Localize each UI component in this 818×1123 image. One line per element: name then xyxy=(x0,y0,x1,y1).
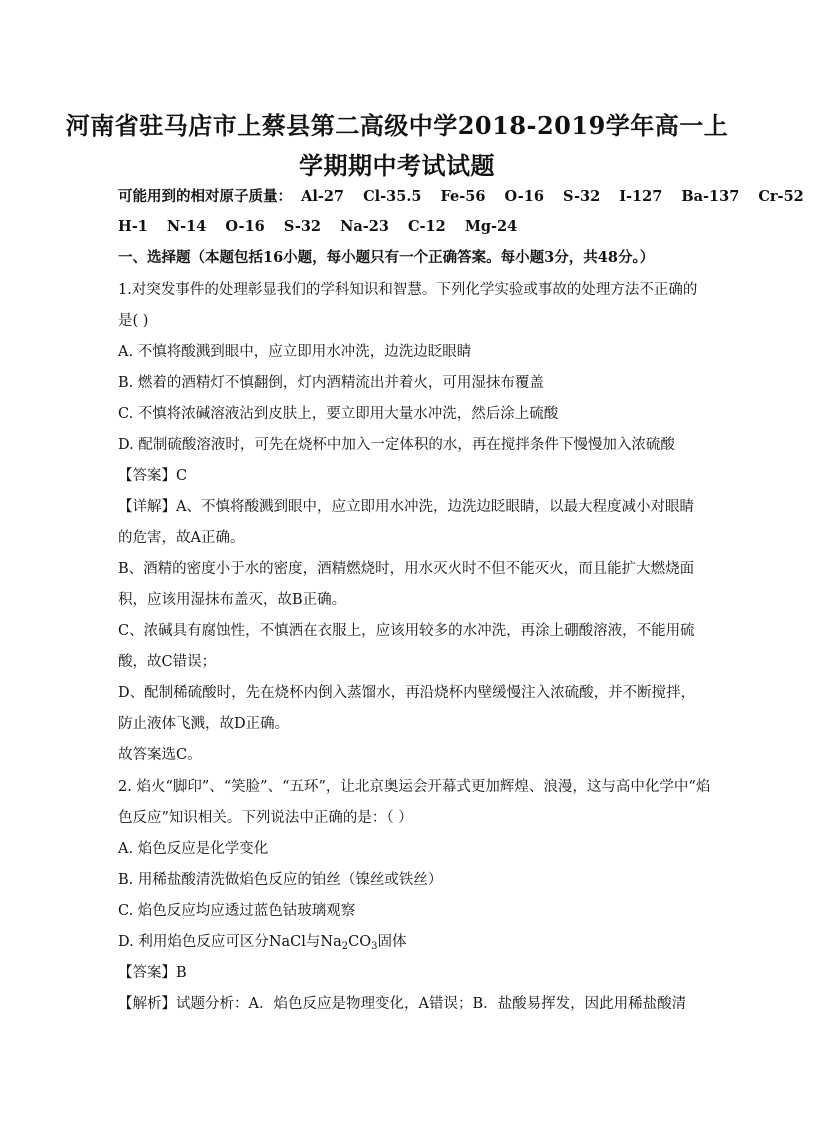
q1-explain-line: D、配制稀硫酸时，先在烧杯内倒入蒸馏水，再沿烧杯内壁缓慢注入浓硫酸，并不断搅拌， xyxy=(118,685,696,701)
q2-option-d xyxy=(118,932,683,957)
atomic-mass-item: C-12 xyxy=(408,218,446,235)
q2-stem-line1: 2. 焰火“脚印”、“笑脸”、“五环”，让北京奥运会开幕式更加辉煌、浪漫，这与高中化学中“焰 xyxy=(118,779,711,795)
atomic-mass-row1 xyxy=(118,187,804,207)
atomic-mass-item: N-14 xyxy=(166,218,207,235)
formula-subscript: 3 xyxy=(371,941,378,952)
q2-option-b: B. 用稀盐酸清洗做焰色反应的铂丝（镍丝或铁丝） xyxy=(118,872,443,888)
q1-explain-line: 的危害，故A正确。 xyxy=(118,530,245,546)
atomic-mass-item: S-32 xyxy=(562,188,601,205)
atomic-mass-item: O-16 xyxy=(225,218,265,235)
atomic-mass-label: 可能用到的相对原子质量： xyxy=(118,188,292,205)
q1-explain-line: 【详解】A、不慎将酸溅到眼中，应立即用水冲洗，边洗边眨眼睛，以最大程度减小对眼睛 xyxy=(118,499,694,515)
q1-explain-line: C、浓碱具有腐蚀性，不慎洒在衣服上，应该用较多的水冲洗，再涂上硼酸溶液，不能用硫 xyxy=(118,623,695,639)
atomic-mass-item: Mg-24 xyxy=(464,218,518,235)
q1-explain-line: 故答案选C。 xyxy=(118,747,202,763)
atomic-mass-item: Ba-137 xyxy=(681,188,740,205)
q1-stem-line2: 是( ) xyxy=(118,313,149,329)
q2-analysis-line: 【解析】试题分析：A．焰色反应是物理变化，A错误；B．盐酸易挥发，因此用稀盐酸清 xyxy=(118,996,687,1012)
q1-explain-line: 防止液体飞溅，故D正确。 xyxy=(118,716,290,732)
document-title-line2: 学期期中考试试题 xyxy=(299,151,495,180)
q2-option-d-formula: CO xyxy=(348,934,372,950)
q2-option-a: A. 焰色反应是化学变化 xyxy=(118,841,269,857)
atomic-mass-item: Fe-56 xyxy=(440,188,486,205)
atomic-mass-item: Na-23 xyxy=(340,218,389,235)
q1-option-c: C. 不慎将浓碱溶液沾到皮肤上，要立即用大量水冲洗，然后涂上硫酸 xyxy=(118,406,559,422)
q1-option-a: A. 不慎将酸溅到眼中，应立即用水冲洗，边洗边眨眼睛 xyxy=(118,344,472,360)
atomic-mass-item: I-127 xyxy=(619,188,663,205)
q2-stem-line2: 色反应”知识相关。下列说法中正确的是：（ ） xyxy=(118,810,413,826)
q1-explain-line: 积，应该用湿抹布盖灭，故B正确。 xyxy=(118,592,347,608)
atomic-mass-item: Cr-52 xyxy=(758,188,804,205)
q1-option-d: D. 配制硫酸溶液时，可先在烧杯中加入一定体积的水，再在搅拌条件下慢慢加入浓硫酸 xyxy=(118,437,675,453)
document-title-line1: 河南省驻马店市上蔡县第二高级中学2018-2019学年高一上 xyxy=(65,111,729,140)
q1-option-b: B. 燃着的酒精灯不慎翻倒，灯内酒精流出并着火，可用湿抹布覆盖 xyxy=(118,375,544,391)
section-heading: 一、选择题（本题包括16小题，每小题只有一个正确答案。每小题3分，共48分。） xyxy=(118,249,655,266)
q2-option-c: C. 焰色反应均应透过蓝色钴玻璃观察 xyxy=(118,903,356,919)
q1-explain-line: 酸，故C错误； xyxy=(118,654,217,670)
q2-option-d-prefix: D. 利用焰色反应可区分NaCl与Na xyxy=(118,934,342,950)
formula-subscript: 2 xyxy=(341,941,349,952)
q1-explain-line: B、酒精的密度小于水的密度，酒精燃烧时，用水灭火时不但不能灭火，而且能扩大燃烧面 xyxy=(118,561,695,577)
q1-stem-line1: 1.对突发事件的处理彰显我们的学科知识和智慧。下列化学实验或事故的处理方法不正确的 xyxy=(118,282,698,298)
atomic-mass-row2 xyxy=(118,217,683,237)
atomic-mass-item: S-32 xyxy=(283,218,322,235)
atomic-mass-item: Al-27 xyxy=(301,188,345,205)
atomic-mass-item: H-1 xyxy=(118,218,148,235)
atomic-mass-item: O-16 xyxy=(504,188,544,205)
q1-answer: 【答案】C xyxy=(118,468,188,484)
atomic-mass-item: Cl-35.5 xyxy=(363,188,422,205)
q2-answer: 【答案】B xyxy=(118,965,187,981)
q2-option-d-suffix: 固体 xyxy=(377,934,407,950)
